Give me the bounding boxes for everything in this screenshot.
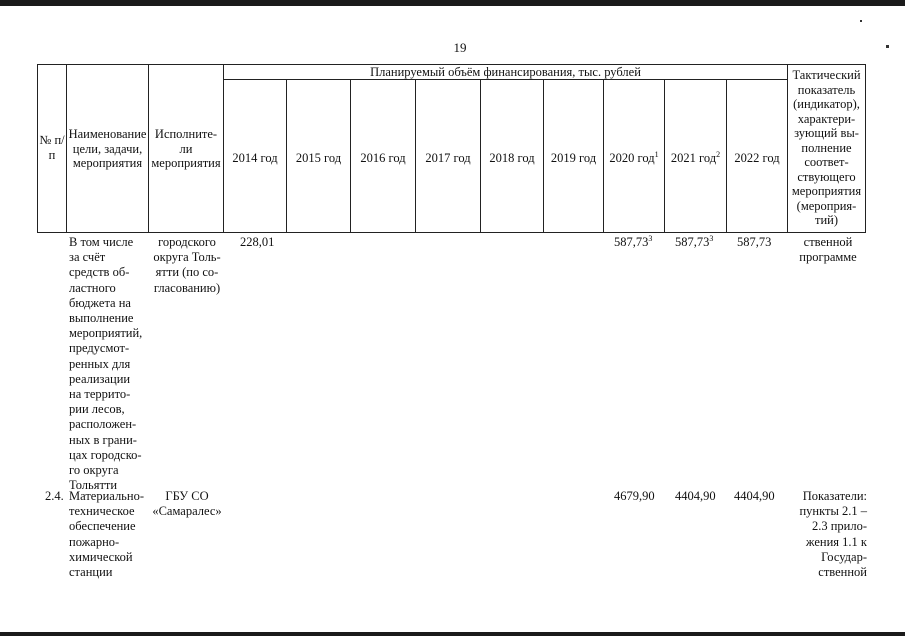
row-name: В том числе за счёт средств об- ластного бюджета на выполнение мероприятий, предусмот- ренных для реализации на террито- рии лесов, расположен- ных в грани- цах городско- го округа Тольятти xyxy=(69,235,143,493)
row-indicator: ственной программе xyxy=(799,235,857,265)
value-2021: 4404,90 xyxy=(675,489,716,503)
value-2014: 228,01 xyxy=(240,235,275,249)
header-year-2017: 2017 год xyxy=(425,151,471,165)
header-no: № п/п xyxy=(39,133,65,162)
header-funding: Планируемый объём финансирования, тыс. рублей xyxy=(370,65,641,79)
header-year-2019: 2019 год xyxy=(550,151,597,165)
scan-speck xyxy=(860,20,862,22)
header-indicator: Тактический показатель (индикатор), характери- зующий вы- полнение соответ- ствующего мероприятия (мероприя- тий) xyxy=(791,68,862,227)
header-year-2020: 2020 год$^1$ xyxy=(609,150,659,165)
header-year-2018: 2018 год xyxy=(489,151,535,165)
header-year-2014: 2014 год xyxy=(232,151,278,165)
header-executor: Исполните- ли мероприятия xyxy=(151,127,221,170)
header-year-2015: 2015 год xyxy=(295,151,342,165)
row-name: Материально- техническое обеспечение пожарно- химической станции xyxy=(69,489,144,580)
scan-speck xyxy=(886,45,889,48)
header-year-2022: 2022 год xyxy=(734,151,780,165)
row-executor: ГБУ СО «Самаралес» xyxy=(152,489,222,519)
row-number: 2.4. xyxy=(45,489,64,503)
value-2022: 587,73 xyxy=(737,235,772,249)
page-number: 19 xyxy=(453,40,467,55)
scan-border-bottom xyxy=(0,632,905,636)
header-year-2021: 2021 год$^2$ xyxy=(670,150,721,165)
header-name: Наименование цели, задачи, мероприятия xyxy=(68,127,147,170)
value-2020: 587,73$^3$ xyxy=(614,234,653,249)
row-indicator: Показатели: пункты 2.1 – 2.3 прило- жения 1.1 к Государ- ственной xyxy=(799,489,867,580)
value-2022: 4404,90 xyxy=(734,489,775,503)
value-2021: 587,73$^3$ xyxy=(675,234,714,249)
header-year-2016: 2016 год xyxy=(360,151,406,165)
row-executor: городского округа Толь- ятти (по со- гласованию) xyxy=(153,235,221,295)
scan-border-top xyxy=(0,0,905,6)
value-2020: 4679,90 xyxy=(614,489,655,503)
